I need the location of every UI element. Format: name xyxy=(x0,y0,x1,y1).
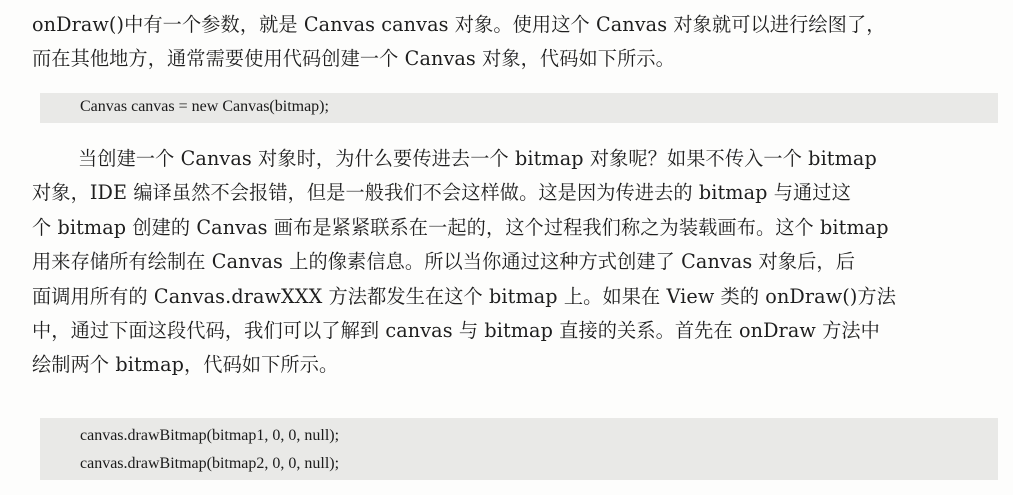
code-block-canvas-creation xyxy=(40,93,998,123)
code-line: canvas.drawBitmap(bitmap1, 0, 0, null); xyxy=(80,427,340,444)
code-line: canvas.drawBitmap(bitmap2, 0, 0, null); xyxy=(80,455,340,472)
text-line: 个 bitmap 创建的 Canvas 画布是紧紧联系在一起的，这个过程我们称之为装载画布。这个 bitmap xyxy=(32,215,889,239)
text-line: 面调用所有的 Canvas.drawXXX 方法都发生在这个 bitmap 上。如果在 View 类的 onDraw()方法 xyxy=(32,284,896,308)
paragraph-explanation xyxy=(32,142,998,383)
text-line: 当创建一个 Canvas 对象时，为什么要传进去一个 bitmap 对象呢？如果不传入一个 bitmap xyxy=(78,147,877,170)
text-line: 绘制两个 bitmap，代码如下所示。 xyxy=(32,353,339,377)
text-line: 用来存储所有绘制在 Canvas 上的像素信息。所以当你通过这种方式创建了 Canvas 对象后，后 xyxy=(32,250,855,274)
code-block-draw-bitmaps xyxy=(40,418,998,480)
code-line: Canvas canvas = new Canvas(bitmap); xyxy=(80,98,329,115)
text-line: onDraw()中有一个参数，就是 Canvas canvas 对象。使用这个 Canvas 对象就可以进行绘图了， xyxy=(32,13,886,36)
paragraph-intro xyxy=(32,8,998,77)
text-line: 中，通过下面这段代码，我们可以了解到 canvas 与 bitmap 直接的关系。首先在 onDraw 方法中 xyxy=(32,318,880,342)
text-line: 而在其他地方，通常需要使用代码创建一个 Canvas 对象，代码如下所示。 xyxy=(32,47,675,71)
text-line: 对象，IDE 编译虽然不会报错，但是一般我们不会这样做。这是因为传进去的 bitmap 与通过这 xyxy=(32,181,851,205)
